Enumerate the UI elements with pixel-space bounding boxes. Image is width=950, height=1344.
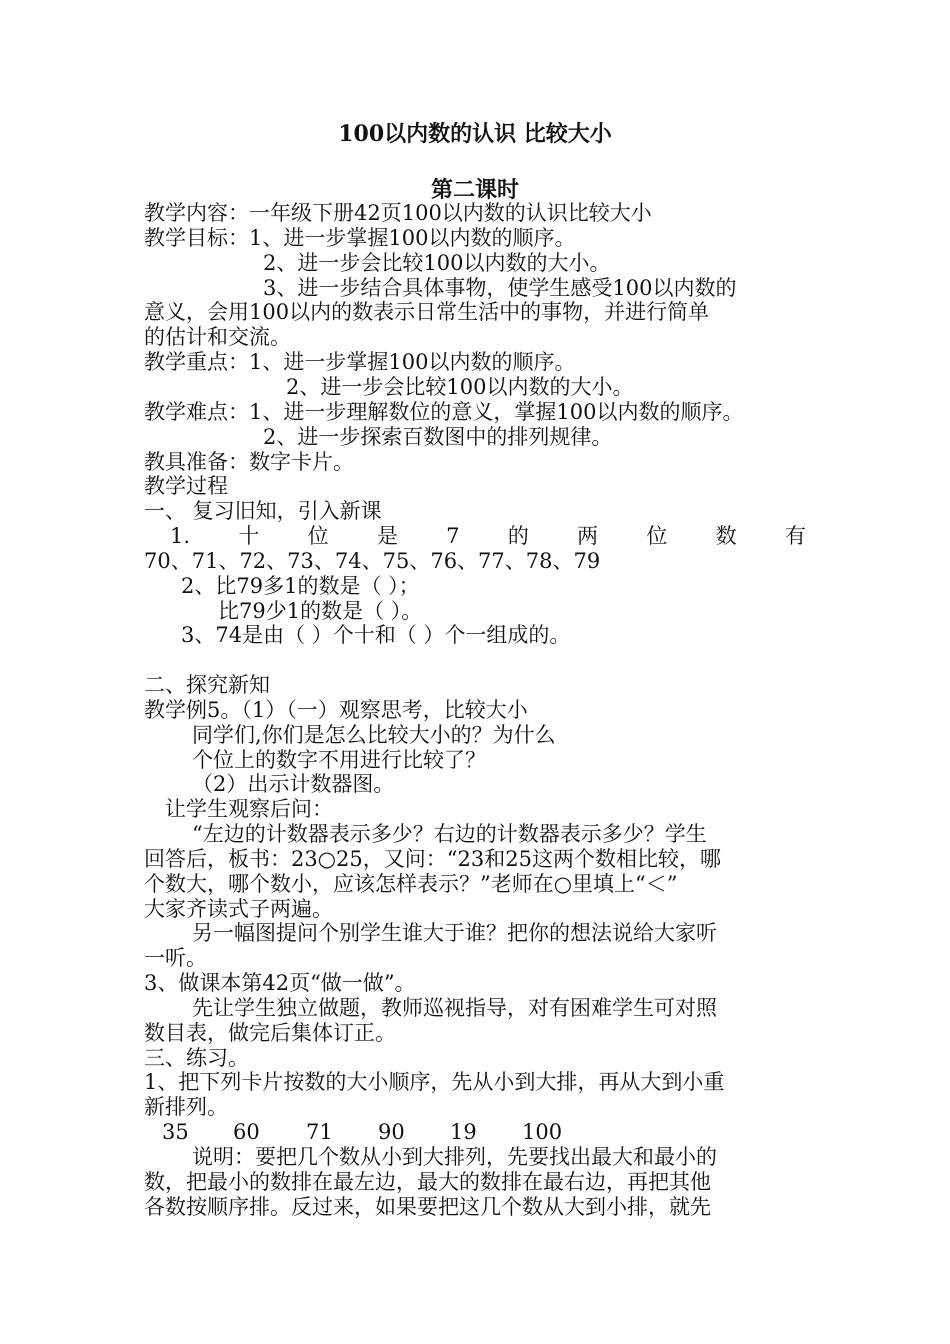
justified-word: 位 [646,524,668,548]
number-card: 90 [378,1120,405,1144]
text-line: 教学重点：1、进一步掌握100以内数的顺序。 [144,350,576,374]
text-line: 先让学生独立做题，教师巡视指导，对有困难学生可对照 [192,996,717,1020]
text-line: 让学生观察后问： [165,797,333,821]
justified-word: 有 [784,524,806,548]
justified-word: 是 [376,524,398,548]
doc-subtitle: 第二课时 [430,177,519,203]
text-line: 比79少1的数是（ ）。 [218,599,423,623]
text-line: 三、练习。 [144,1046,249,1070]
justified-word: 位 [307,524,329,548]
justified-word: 的 [507,524,529,548]
text-line: 70、71、72、73、74、75、76、77、78、79 [144,549,601,573]
justified-word: 7 [446,524,460,548]
text-line: 同学们,你们是怎么比较大小的？为什么 [192,723,556,747]
text-line: 2、进一步探索百数图中的排列规律。 [263,425,613,449]
text-line: 教学内容：一年级下册42页100以内数的认识比较大小 [144,201,652,225]
text-line: 教具准备：数字卡片。 [144,450,354,474]
text-line: 一、 复习旧知，引入新课 [144,499,382,523]
text-line: 数目表，做完后集体订正。 [144,1021,396,1045]
justified-word: 两 [577,524,599,548]
text-line: 1、把下列卡片按数的大小顺序，先从小到大排，再从大到小重 [144,1070,725,1094]
text-line: 数，把最小的数排在最左边，最大的数排在最右边，再把其他 [144,1170,711,1194]
text-line: 教学过程 [144,474,228,498]
text-line: 回答后，板书：23○25，又问：“23和25这两个数相比较，哪 [144,847,721,871]
text-line: （2）出示计数器图。 [192,772,395,796]
justified-line [144,523,806,549]
text-line: 教学难点：1、进一步理解数位的意义，掌握100以内数的顺序。 [144,400,744,424]
text-line: 各数按顺序排。反过来，如果要把这几个数从大到小排，就先 [144,1195,711,1219]
text-line: 2、进一步会比较100以内数的大小。 [286,375,634,399]
doc-title: 100以内数的认识 比较大小 [338,121,612,147]
text-line: 个数大，哪个数小，应该怎样表示？”老师在○里填上“＜” [144,872,678,896]
number-card: 60 [233,1120,260,1144]
text-line: 2、比79多1的数是（ ）； [181,574,420,598]
text-line: 2、进一步会比较100以内数的大小。 [263,251,611,275]
text-line: 教学例5。（1）（一）观察思考，比较大小 [144,698,528,722]
number-card: 100 [522,1120,563,1144]
number-card: 19 [450,1120,477,1144]
text-line: 一听。 [144,946,207,970]
number-card: 35 [162,1120,189,1144]
text-line: 说明：要把几个数从小到大排列，先要找出最大和最小的 [192,1145,717,1169]
justified-word: 数 [715,524,737,548]
text-line: 教学目标：1、进一步掌握100以内数的顺序。 [144,226,576,250]
text-line: “左边的计数器表示多少？右边的计数器表示多少？学生 [192,822,707,846]
number-card: 71 [306,1120,333,1144]
text-line: 另一幅图提问个别学生谁大于谁？把你的想法说给大家听 [192,921,717,945]
text-line: 大家齐读式子两遍。 [144,897,333,921]
justified-word: 1. [170,524,191,548]
text-line: 3、进一步结合具体事物，使学生感受100以内数的 [263,276,737,300]
text-line: 3、做课本第42页“做一做”。 [144,971,416,995]
text-line: 的估计和交流。 [144,325,291,349]
text-line: 个位上的数字不用进行比较了？ [192,748,486,772]
text-line: 3、74是由（ ）个十和（ ）个一组成的。 [181,623,571,647]
text-line: 二、探究新知 [144,673,270,697]
text-line: 新排列。 [144,1095,228,1119]
text-line: 意义，会用100以内的数表示日常生活中的事物，并进行简单 [144,300,710,324]
justified-word: 十 [238,524,260,548]
